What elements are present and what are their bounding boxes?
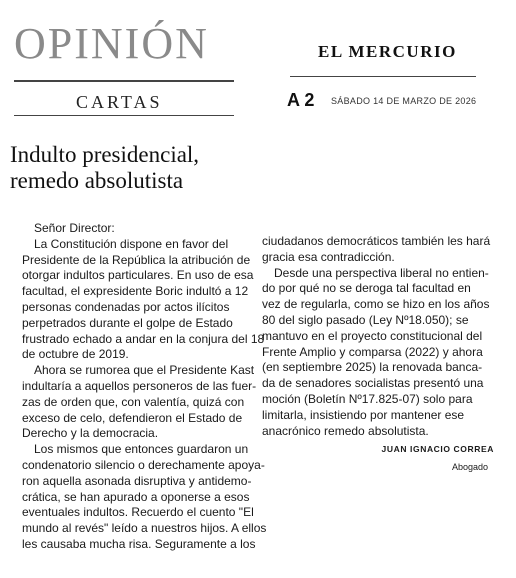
header-rule-bottom bbox=[14, 115, 234, 116]
text-line: exceso de celo, defendieron el Estado de bbox=[22, 410, 243, 425]
text-line: Presidente de la República la atribución de bbox=[22, 252, 251, 267]
text-line: otorgar indultos particulares. En uso de esa bbox=[22, 268, 254, 283]
text-line: Desde una perspectiva liberal no entien- bbox=[274, 265, 489, 280]
author-name: JUAN IGNACIO CORREA bbox=[381, 444, 494, 454]
masthead-rule bbox=[290, 76, 476, 77]
article-column-1 bbox=[22, 221, 267, 553]
text-line: facultad, el expresidente Boric indultó a 12 bbox=[22, 284, 249, 299]
text-line: eventuales indultos. Recuerdo el cuento "El bbox=[22, 505, 254, 520]
page-number: A 2 bbox=[287, 90, 315, 110]
text-line: condenatorio silencio o derechamente apoya- bbox=[22, 457, 265, 472]
text-line: anacrónico remedo absolutista. bbox=[262, 423, 429, 438]
text-line: ron aquella asonada disruptiva y antidemo- bbox=[22, 473, 252, 488]
text-line: mundo al revés" leído a nuestros hijos. A ellos bbox=[22, 521, 267, 536]
text-line: Los mismos que entonces guardaron un bbox=[34, 442, 249, 457]
text-line: personas condenadas por actos ilícitos bbox=[22, 299, 230, 314]
article-column-2 bbox=[262, 234, 494, 439]
text-line: Ahora se rumorea que el Presidente Kast bbox=[34, 363, 255, 378]
text-line: indultaría a aquellos personeros de las fuer- bbox=[22, 378, 257, 393]
newspaper-name: EL MERCURIO bbox=[318, 42, 457, 61]
text-line: frustrado echado a andar en la conjura del 18 bbox=[22, 331, 265, 346]
text-line: La Constitución dispone en favor del bbox=[34, 236, 229, 251]
header-rule-top bbox=[14, 80, 234, 82]
text-line: ciudadanos democráticos también les hará bbox=[262, 234, 491, 248]
headline-line: remedo absolutista bbox=[10, 168, 184, 193]
text-line: moción (Boletín Nº17.825-07) solo para bbox=[262, 391, 473, 406]
section-title: OPINIÓN bbox=[14, 19, 209, 68]
text-line: de octubre de 2019. bbox=[22, 347, 129, 362]
text-line: Derecho y la democracia. bbox=[22, 426, 159, 441]
text-line: les causaba mucha risa. Seguramente a los bbox=[22, 536, 256, 551]
text-line: crática, se han apurado a oponerse a esos bbox=[22, 489, 250, 504]
text-line: Frente Amplio y comparsa (2022) y ahora bbox=[262, 344, 483, 359]
author-role: Abogado bbox=[451, 462, 488, 472]
text-line: do por qué no se deroga tal facultad en bbox=[262, 281, 471, 296]
text-line: da de senadores socialistas presentó una bbox=[262, 376, 484, 391]
text-line: zas de orden que, con valentía, quizá con bbox=[22, 394, 245, 409]
text-line: mantuvo en el proyecto constitucional del bbox=[262, 328, 483, 343]
text-line: (en septiembre 2025) la renovada banca- bbox=[262, 360, 483, 375]
publication-date: SÁBADO 14 DE MARZO DE 2026 bbox=[331, 96, 477, 106]
headline bbox=[10, 142, 199, 194]
text-line: vez de regularla, como se hizo en los años bbox=[262, 297, 490, 312]
subsection-title: CARTAS bbox=[76, 92, 163, 112]
text-line: limitarla, insistiendo por mantener ese bbox=[262, 407, 465, 422]
text-line: gracia esa contradicción. bbox=[262, 249, 395, 264]
text-line: perpetrados durante el golpe de Estado bbox=[22, 315, 233, 330]
text-line: 80 del siglo pasado (Ley Nº18.050); se bbox=[262, 312, 469, 327]
headline-line: Indulto presidencial, bbox=[10, 142, 200, 167]
text-line: Señor Director: bbox=[34, 221, 115, 235]
